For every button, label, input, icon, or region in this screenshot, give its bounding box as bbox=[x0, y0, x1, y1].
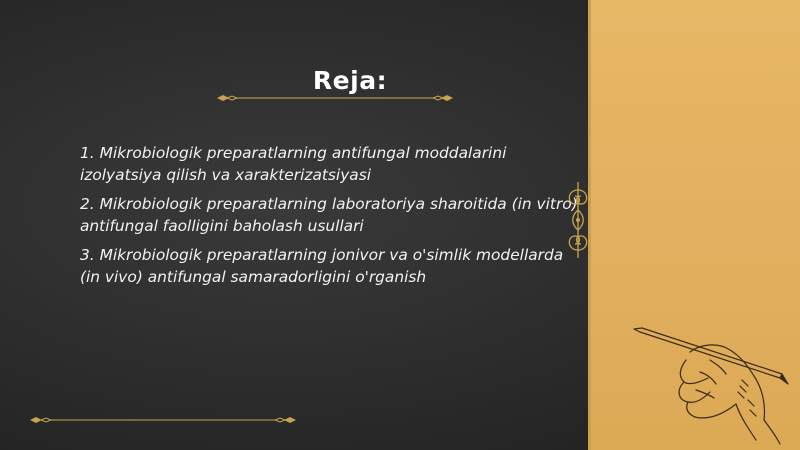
outline-item-3: 3. Mikrobiologik preparatlarning jonivor va o'simlik modellarda (in vivo) antifungal samaradorligini o'rganish bbox=[80, 246, 564, 286]
outline-item-2: 2. Mikrobiologik preparatlarning laboratoriya sharoitida (in vitro) antifungal faolligini baholash usullari bbox=[80, 195, 578, 235]
outline-list bbox=[80, 142, 580, 295]
scroll-flourish-icon bbox=[563, 180, 593, 260]
slide-title: Reja: bbox=[312, 66, 388, 95]
outline-item-1: 1. Mikrobiologik preparatlarning antifungal moddalarini izolyatsiya qilish va xarakterizatsiyasi bbox=[80, 144, 507, 184]
title-divider-icon bbox=[215, 93, 455, 103]
hand-writing-pen-icon bbox=[630, 320, 795, 445]
bottom-divider-icon bbox=[28, 415, 298, 425]
